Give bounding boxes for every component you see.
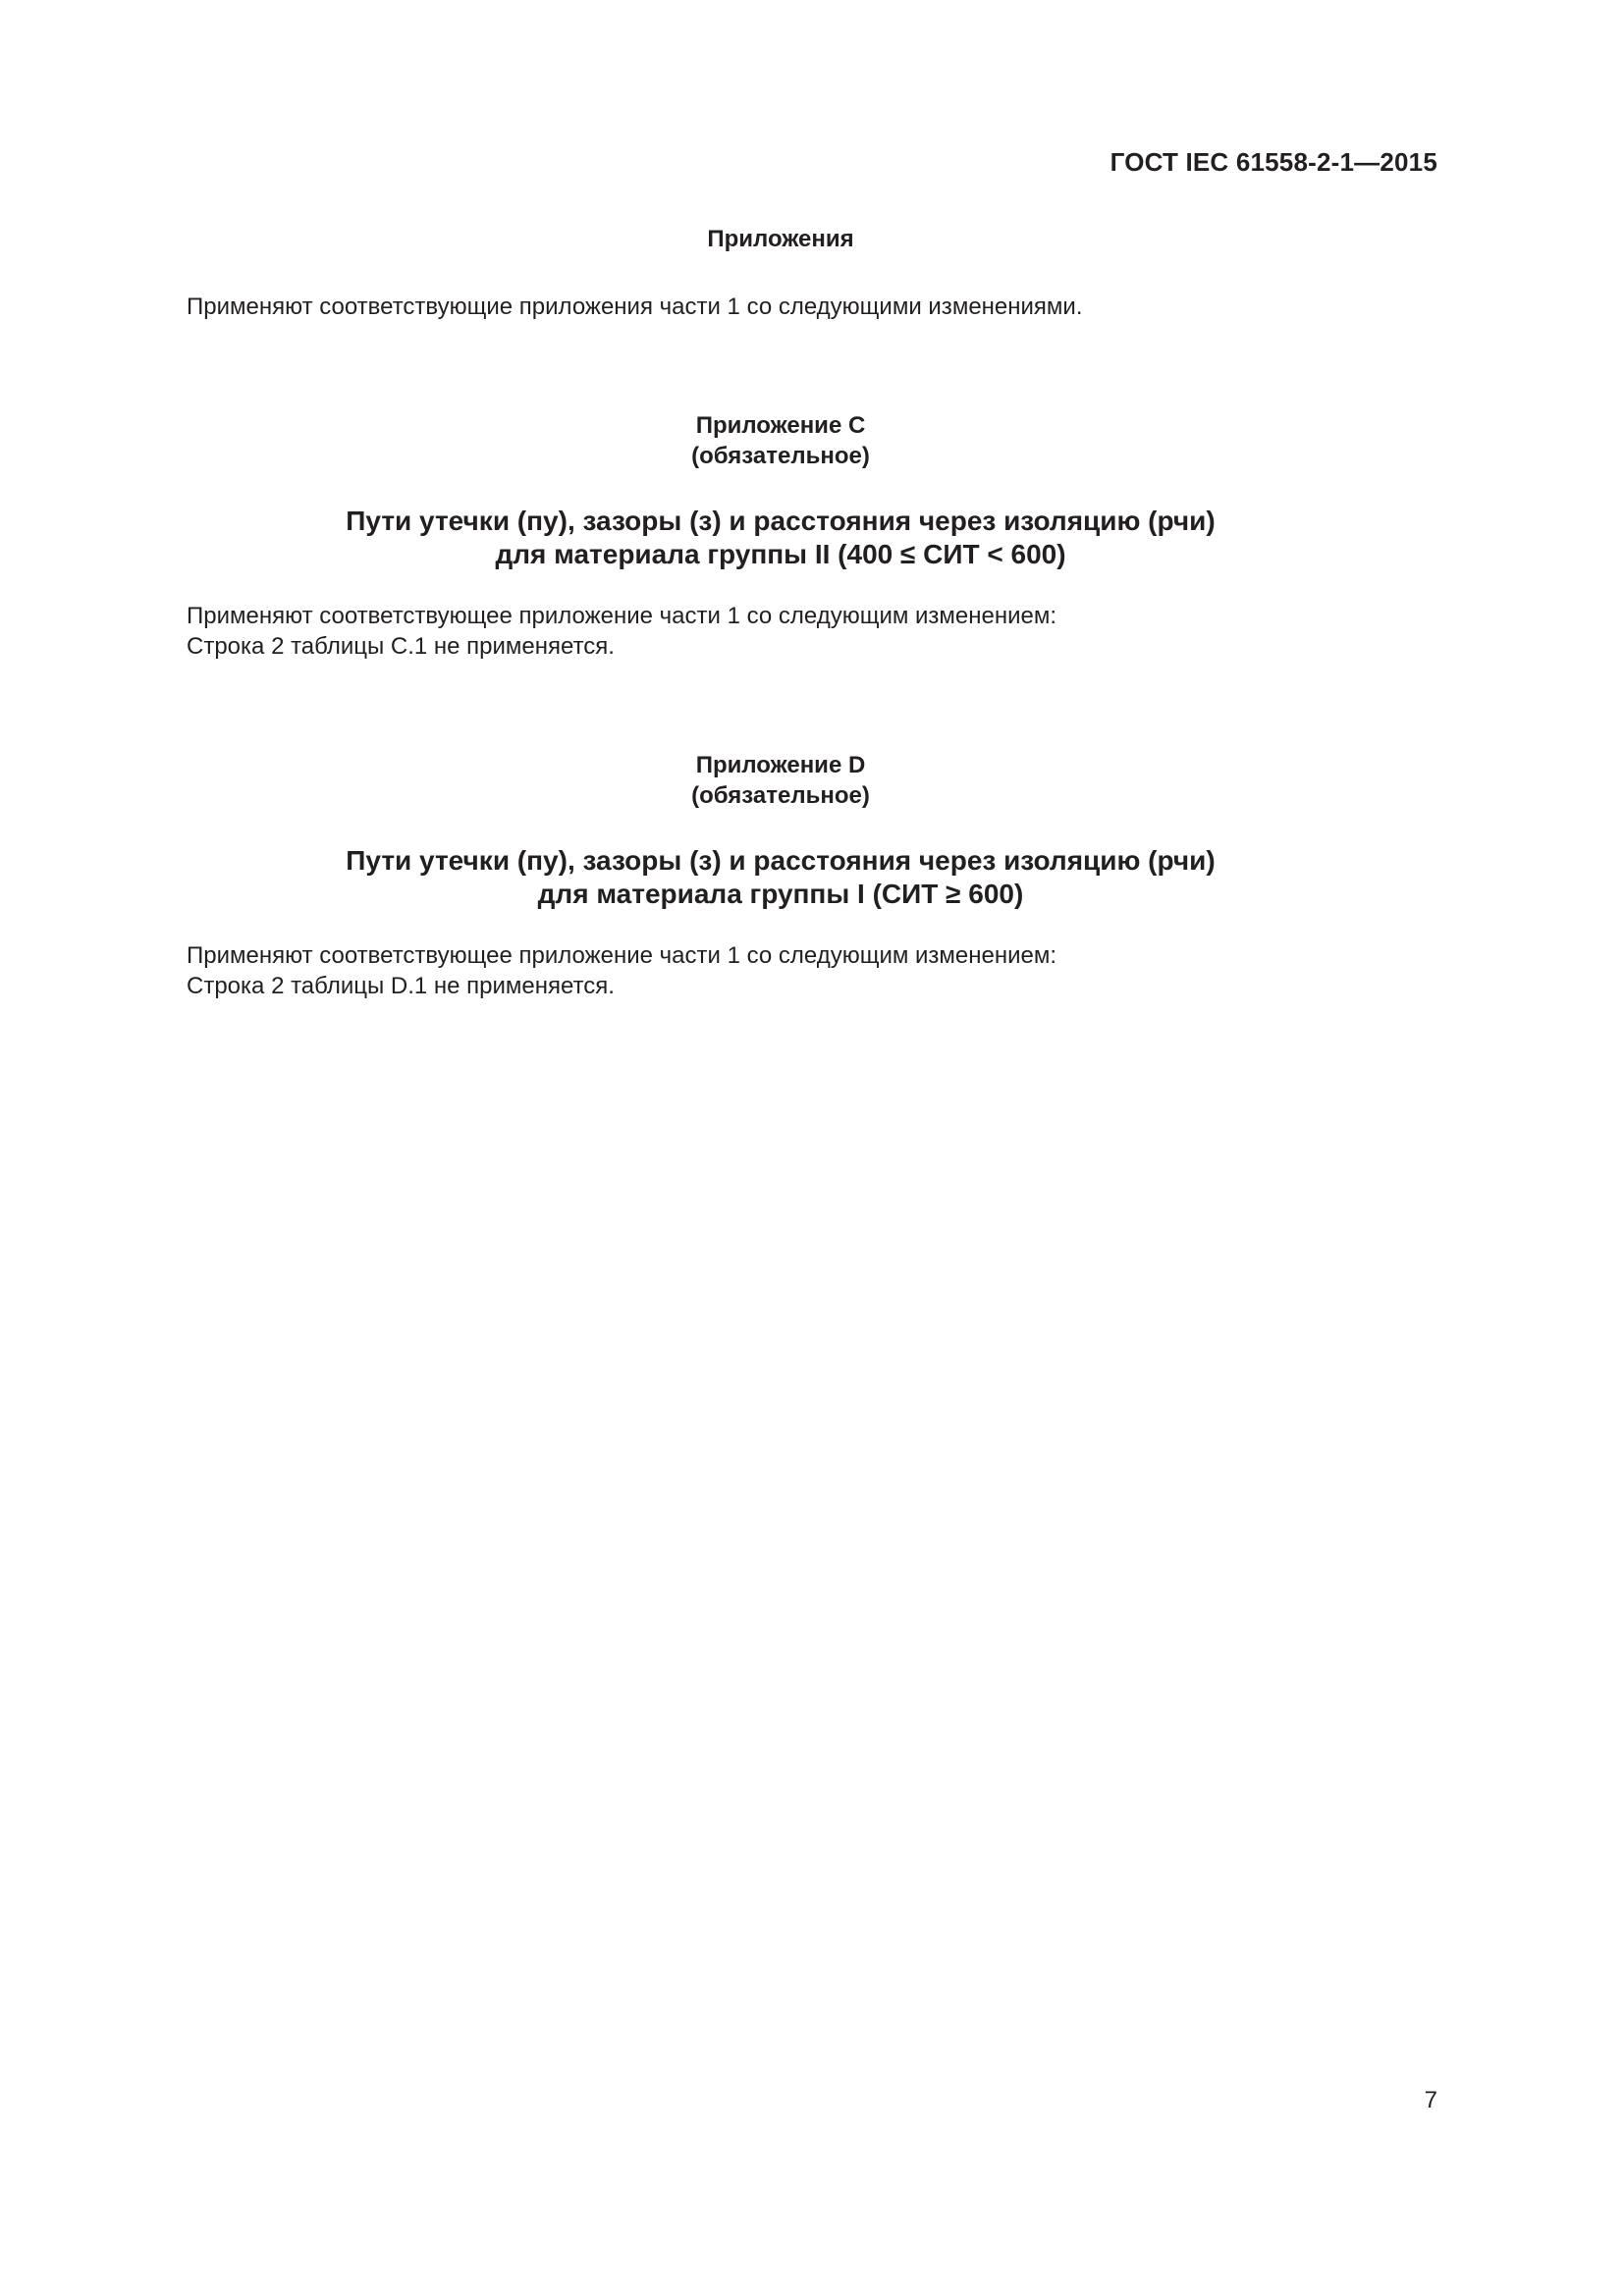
annex-d-status: (обязательное) (691, 782, 870, 809)
page-number: 7 (1424, 2087, 1437, 2113)
annex-c-text-line2: Строка 2 таблицы С.1 не применяется. (187, 633, 615, 660)
annex-c-title-line1: Пути утечки (пу), зазоры (з) и расстояния через изоляцию (рчи) (346, 506, 1216, 536)
annex-d-number: Приложение D (695, 752, 866, 778)
annexes-intro-text: Применяют соответствующие приложения части 1 со следующими изменениями. (187, 294, 1083, 320)
document-id-header: ГОСТ IEC 61558-2-1—2015 (1110, 147, 1437, 177)
annex-c-status: (обязательное) (691, 443, 870, 469)
annexes-section-title: Приложения (707, 226, 854, 252)
annex-c-number: Приложение С (695, 412, 866, 439)
annex-d-text-line2: Строка 2 таблицы D.1 не применяется. (187, 973, 615, 999)
annex-c-title-line2: для материала группы II (400 ≤ СИТ < 600) (495, 539, 1066, 569)
annex-c-text-line1: Применяют соответствующее приложение части 1 со следующим изменением: (187, 603, 1057, 629)
annex-d-text-line1: Применяют соответствующее приложение части 1 со следующим изменением: (187, 942, 1057, 969)
annex-d-title-line2: для материала группы I (СИТ ≥ 600) (537, 879, 1024, 909)
annex-d-title-line1: Пути утечки (пу), зазоры (з) и расстояния через изоляцию (рчи) (346, 845, 1216, 876)
